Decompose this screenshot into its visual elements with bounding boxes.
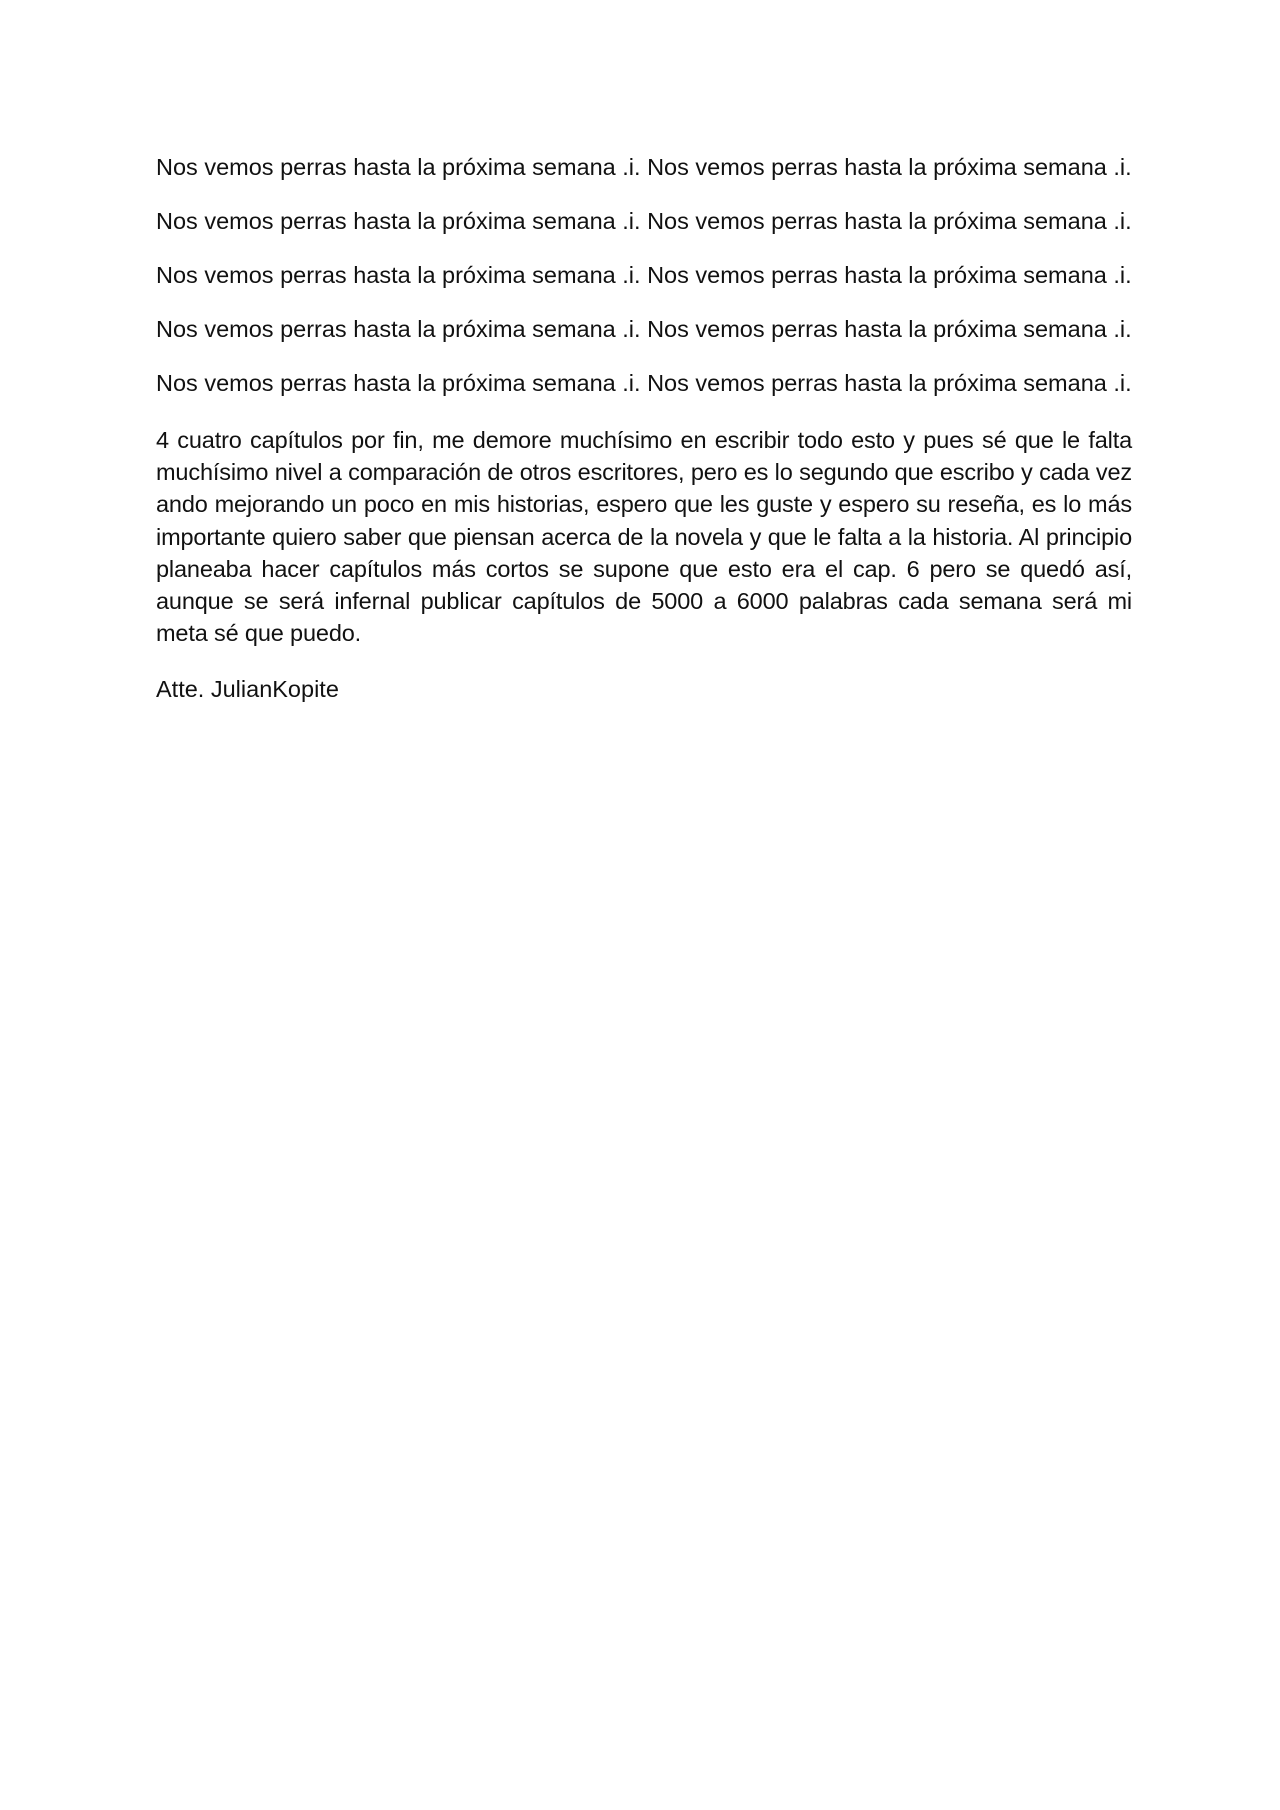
- document-body: [156, 154, 1132, 703]
- signature: Atte. JulianKopite: [156, 676, 339, 703]
- author-note-paragraph: 4 cuatro capítulos por fin, me demore muchísimo en escribir todo esto y pues sé que le falta muchísimo nivel a comparación de otros escritores, pero es lo segundo que escribo y cada vez ando mejorando un poco en mis historias, espero que les guste y espero su reseña, es lo más importante quiero saber que piensan acerca de la novela y que le falta a la historia. Al principio planeaba hacer capítulos más cortos se supone que esto era el cap. 6 pero se quedó así, aunque se será infernal publicar capítulos de 5000 a 6000 palabras cada semana será mi meta sé que puedo.: [156, 427, 1132, 647]
- repeat-line: Nos vemos perras hasta la próxima semana .i. Nos vemos perras hasta la próxima semana .i.: [156, 208, 1132, 234]
- repeat-line: Nos vemos perras hasta la próxima semana .i. Nos vemos perras hasta la próxima semana .i.: [156, 316, 1132, 342]
- repeat-line: Nos vemos perras hasta la próxima semana .i. Nos vemos perras hasta la próxima semana .i.: [156, 262, 1132, 288]
- repeat-line: Nos vemos perras hasta la próxima semana .i. Nos vemos perras hasta la próxima semana .i.: [156, 154, 1132, 180]
- repeat-line: Nos vemos perras hasta la próxima semana .i. Nos vemos perras hasta la próxima semana .i.: [156, 370, 1132, 396]
